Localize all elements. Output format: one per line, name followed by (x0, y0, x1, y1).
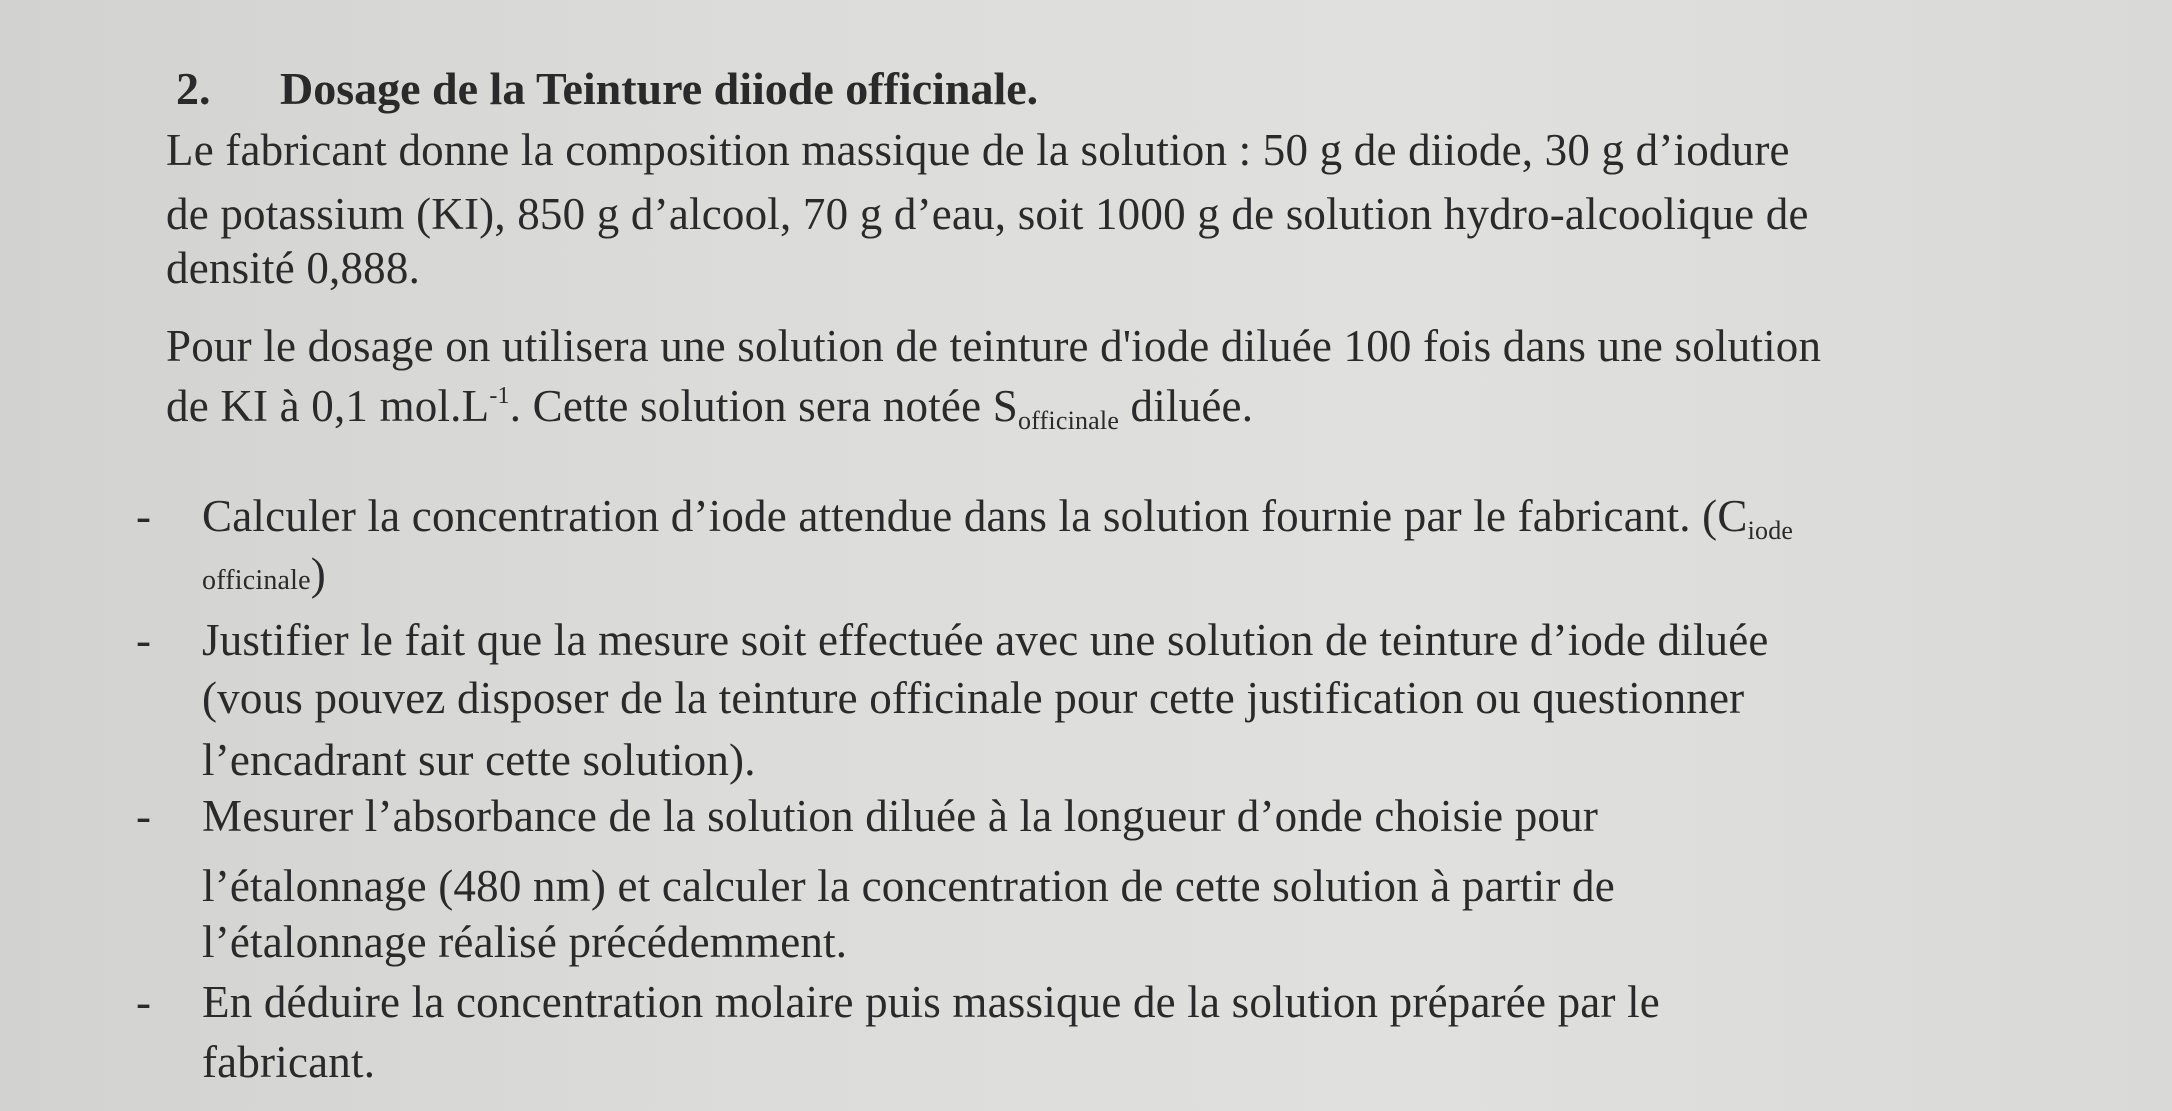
question3-line2: l’étalonnage (480 nm) et calculer la concentration de cette solution à partir de (202, 861, 1615, 911)
question1-line2 (202, 549, 326, 599)
paragraph2-text-a: de KI à 0,1 mol.L (166, 381, 490, 431)
bullet-dash: - (136, 791, 151, 841)
question4-line2: fabricant. (202, 1037, 376, 1087)
paragraph1-line1: Le fabricant donne la composition massique de la solution : 50 g de diiode, 30 g d’iodure (166, 125, 1790, 175)
paragraph2-text-c: diluée. (1119, 381, 1254, 431)
question1-closing: ) (310, 549, 326, 599)
question3-line1: Mesurer l’absorbance de la solution diluée à la longueur d’onde choisie pour (202, 791, 1599, 841)
concentration-subscript-officinale: officinale (202, 565, 311, 596)
question3-line3: l’étalonnage réalisé précédemment. (202, 917, 848, 967)
bullet-dash: - (136, 977, 151, 1027)
bullet-dash: - (136, 615, 151, 665)
question4-line1: En déduire la concentration molaire puis massique de la solution préparée par le (202, 977, 1660, 1027)
unit-exponent: -1 (489, 383, 510, 409)
paragraph2-text-b: . Cette solution sera notée S (509, 381, 1018, 431)
question1-text: Calculer la concentration d’iode attendue dans la solution fournie par le fabricant. (C (202, 491, 1748, 541)
paragraph1-line3: densité 0,888. (166, 243, 421, 293)
section-number: 2. (176, 63, 211, 114)
paragraph2-line2 (166, 381, 1254, 435)
question2-line2: (vous pouvez disposer de la teinture officinale pour cette justification ou questionner (202, 673, 1745, 723)
bullet-dash: - (136, 491, 151, 541)
question2-line1: Justifier le fait que la mesure soit effectuée avec une solution de teinture d’iode diluée (202, 615, 1769, 665)
section-heading (176, 62, 1038, 115)
solution-subscript: officinale (1017, 406, 1120, 435)
question2-line3: l’encadrant sur cette solution). (202, 735, 756, 785)
paragraph1-line2: de potassium (KI), 850 g d’alcool, 70 g d’eau, soit 1000 g de solution hydro-alcoolique de (166, 189, 1809, 239)
concentration-subscript-iode: iode (1747, 516, 1794, 545)
paragraph2-line1: Pour le dosage on utilisera une solution de teinture d'iode diluée 100 fois dans une solution (166, 321, 1822, 371)
section-title: Dosage de la Teinture diiode officinale. (280, 63, 1039, 114)
question1-line1 (202, 491, 1794, 545)
